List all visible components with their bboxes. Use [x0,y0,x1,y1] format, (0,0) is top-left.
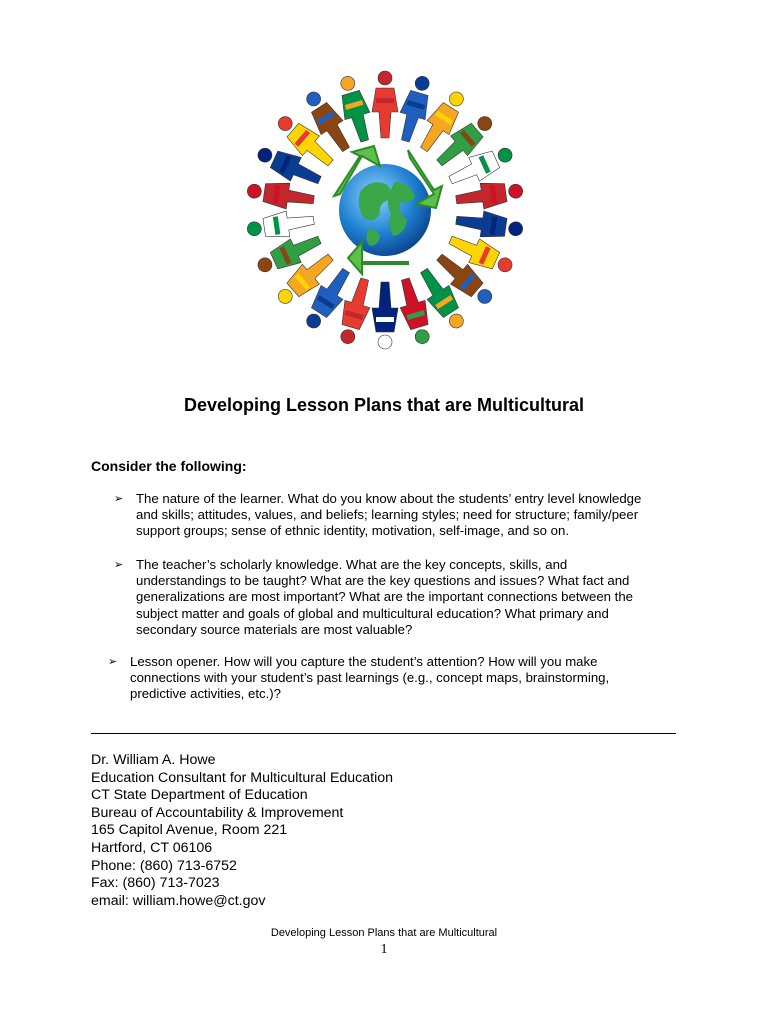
contact-block [91,752,393,910]
arrow-bullet-icon: ➢ [114,493,124,505]
contact-email: email: william.howe@ct.gov [91,892,266,909]
page-number: 1 [380,942,388,957]
page-title: Developing Lesson Plans that are Multicultural [183,395,585,415]
consider-heading: Consider the following: [91,458,247,474]
person-figure-icon [454,207,524,242]
list-item: ➢ The teacher’s scholarly knowledge. What are the key concepts, skills, and understandings to be taught? What are the key questions and issues? What fact and generalizations are most important? What are the important connections between the subject matter and goals of global and multicultural education? What primary and secondary source materials are most valuable? [114,557,634,637]
contact-address2: Hartford, CT 06106 [91,839,213,856]
arrow-bullet-icon: ➢ [108,656,118,668]
contact-name: Dr. William A. Howe [91,752,216,768]
list-item: ➢ The nature of the learner. What do you know about the students’ entry level knowledge and skills; attitudes, values, and beliefs; learning styles; need for structure; family/peer support groups; sense of ethnic identity, motivation, self-image, and so on. [114,491,642,539]
list-item: ➢ Lesson opener. How will you capture the student’s attention? How will you make connections with your student’s past learnings (e.g., concept maps, brainstorming, predictive activities, etc.)? [108,654,610,702]
multicultural-logo-icon [240,62,530,358]
globe-icon [339,164,431,256]
person-figure-icon [246,207,316,242]
contact-fax: Fax: (860) 713-7023 [91,875,220,892]
person-figure-icon [372,282,398,349]
contact-title: Education Consultant for Multicultural Education [91,769,394,786]
contact-address1: 165 Capitol Avenue, Room 221 [91,822,288,839]
page-footer: Developing Lesson Plans that are Multicultural [270,927,498,939]
divider [91,733,676,734]
contact-phone: Phone: (860) 713-6752 [91,857,237,874]
contact-org: CT State Department of Education [91,787,308,804]
person-figure-icon [246,177,316,212]
contact-bureau: Bureau of Accountability & Improvement [91,804,344,821]
arrow-bullet-icon: ➢ [114,559,124,571]
person-figure-icon [454,177,524,212]
person-figure-icon [372,71,398,138]
